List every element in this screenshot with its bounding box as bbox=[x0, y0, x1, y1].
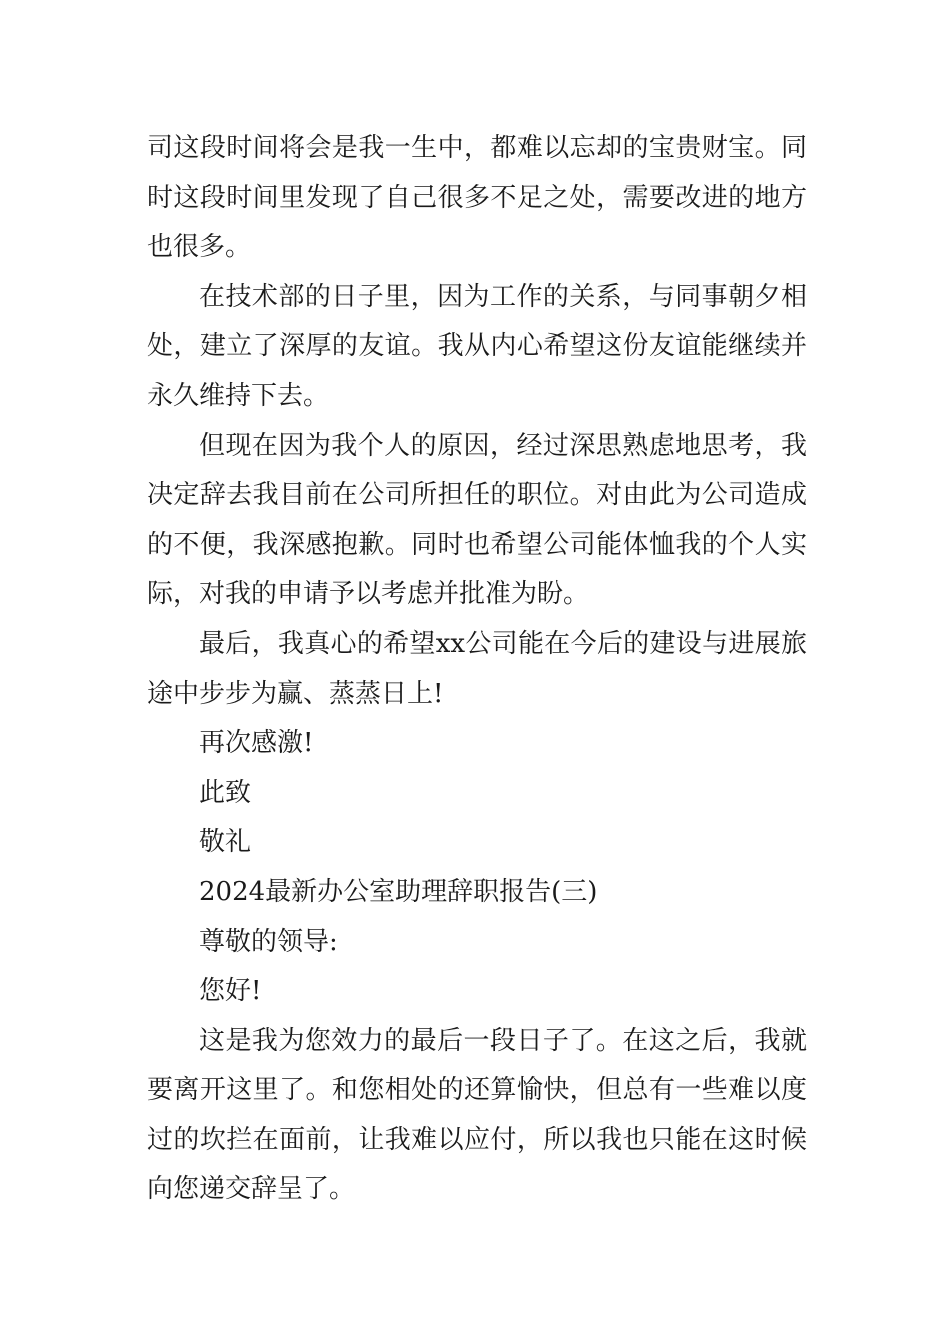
paragraph-resignation-reason: 但现在因为我个人的原因，经过深思熟虑地思考，我决定辞去我目前在公司所担任的职位。对由此为公司造成的不便，我深感抱歉。同时也希望公司能体恤我的个人实际，对我的申请予以考虑并批准为盼。 bbox=[147, 430, 807, 610]
paragraph-best-wishes: 最后，我真心的希望xx公司能在今后的建设与进展旅途中步步为赢、蒸蒸日上! bbox=[147, 628, 807, 709]
section-heading: 2024最新办公室助理辞职报告(三) bbox=[199, 876, 598, 907]
paragraph-friendship: 在技术部的日子里，因为工作的关系，与同事朝夕相处，建立了深厚的友谊。我从内心希望这份友谊能继续并永久维持下去。 bbox=[147, 281, 807, 411]
paragraph-continuation: 司这段时间将会是我一生中，都难以忘却的宝贵财宝。同时这段时间里发现了自己很多不足之处，需要改进的地方也很多。 bbox=[147, 133, 807, 263]
letter-greeting: 尊敬的领导: bbox=[199, 926, 338, 957]
document-body bbox=[147, 124, 807, 1215]
paragraph-letter-body: 这是我为您效力的最后一段日子了。在这之后，我就要离开这里了。和您相处的还算愉快，但总有一些难以度过的坎拦在面前，让我难以应付，所以我也只能在这时候向您递交辞呈了。 bbox=[147, 1025, 807, 1205]
letter-hello: 您好! bbox=[199, 976, 262, 1007]
closing-regards: 敬礼 bbox=[199, 827, 252, 858]
paragraph-thanks: 再次感激! bbox=[199, 728, 314, 759]
closing-salutation: 此致 bbox=[199, 777, 252, 808]
